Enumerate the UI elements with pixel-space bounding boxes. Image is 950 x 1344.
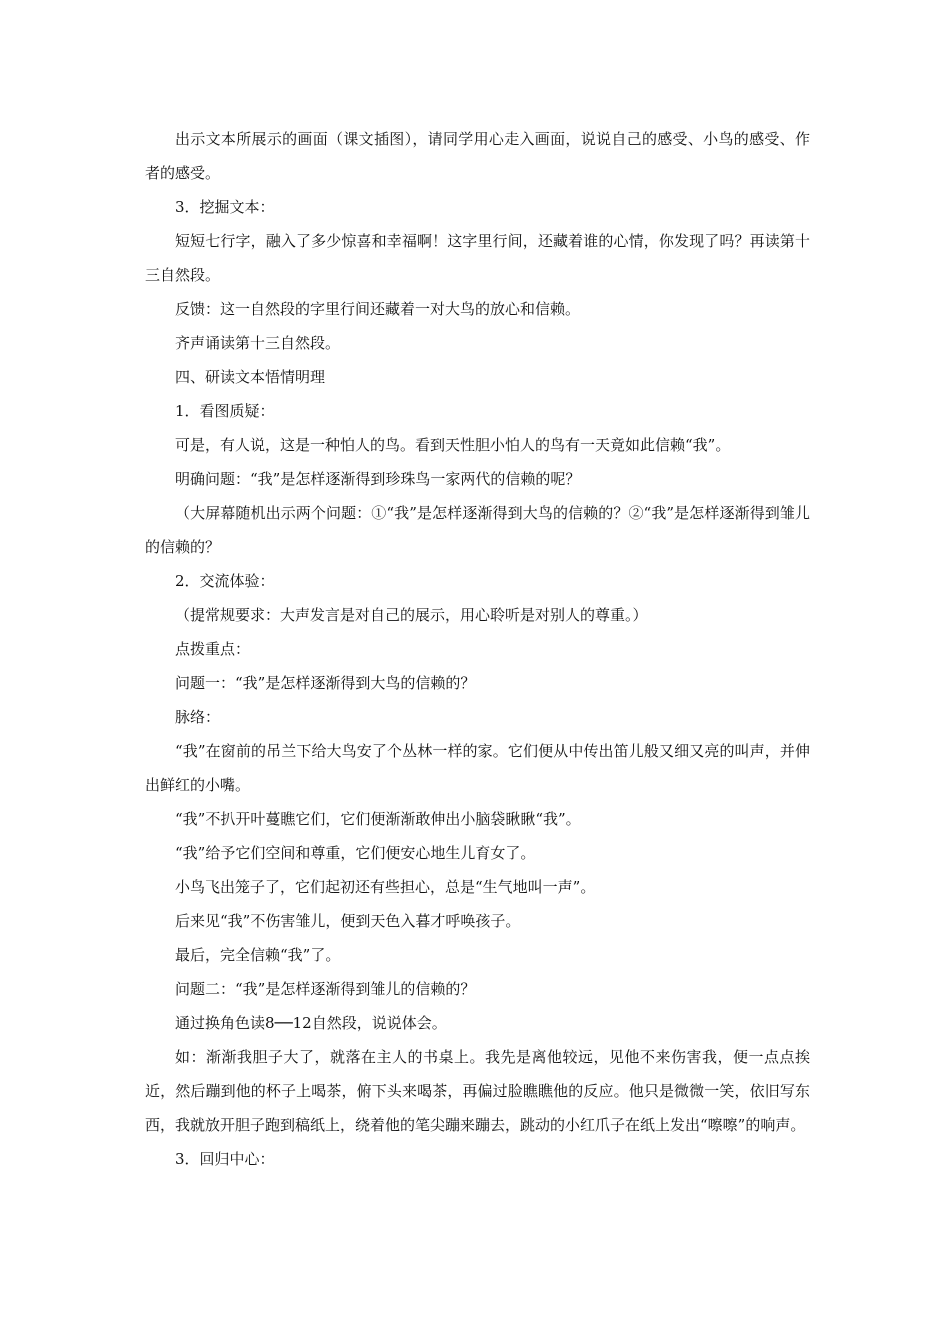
paragraph: 通过换角色读8──12自然段，说说体会。 [175,1014,447,1032]
paragraph: 点拨重点： [175,640,251,658]
paragraph: 齐声诵读第十三自然段。 [175,334,341,352]
paragraph: “我”在窗前的吊兰下给大鸟安了个丛林一样的家。它们便从中传出笛儿般又细又亮的叫声，并伸出鲜红的小嘴。 [145,742,810,794]
paragraph: 出示文本所展示的画面（课文插图），请同学用心走入画面，说说自己的感受、小鸟的感受、作者的感受。 [145,130,810,182]
paragraph: 反馈：这一自然段的字里行间还藏着一对大鸟的放心和信赖。 [175,300,581,318]
paragraph: 问题一：“我”是怎样逐渐得到大鸟的信赖的？ [175,674,476,692]
paragraph: 3．回归中心： [175,1150,275,1168]
paragraph: 问题二：“我”是怎样逐渐得到雏儿的信赖的？ [175,980,476,998]
paragraph: 短短七行字，融入了多少惊喜和幸福啊！这字里行间，还藏着谁的心情，你发现了吗？再读第十三自然段。 [145,232,810,284]
paragraph: 小鸟飞出笼子了，它们起初还有些担心，总是“生气地叫一声”。 [175,878,596,896]
paragraph: 可是，有人说，这是一种怕人的鸟。看到天性胆小怕人的鸟有一天竟如此信赖“我”。 [175,436,731,454]
paragraph: 2．交流体验： [175,572,275,590]
paragraph: 如：渐渐我胆子大了，就落在主人的书桌上。我先是离他较远，见他不来伤害我，便一点点挨近，然后蹦到他的杯子上喝茶，俯下头来喝茶，再偏过脸瞧瞧他的反应。他只是微微一笑，依旧写东西，我就放开胆子跑到稿纸上，绕着他的笔尖蹦来蹦去，跳动的小红爪子在纸上发出“嚓嚓”的响声。 [145,1048,810,1134]
paragraph: （提常规要求：大声发言是对自己的展示，用心聆听是对别人的尊重。） [175,606,648,624]
paragraph: 明确问题：“我”是怎样逐渐得到珍珠鸟一家两代的信赖的呢？ [175,470,581,488]
paragraph: 脉络： [175,708,221,726]
paragraph: （大屏幕随机出示两个问题：①“我”是怎样逐渐得到大鸟的信赖的？②“我”是怎样逐渐得到雏儿的信赖的？ [145,504,810,556]
paragraph: 3．挖掘文本： [175,198,275,216]
paragraph: 后来见“我”不伤害雏儿，便到天色入暮才呼唤孩子。 [175,912,521,930]
paragraph: “我”不扒开叶蔓瞧它们，它们便渐渐敢伸出小脑袋瞅瞅“我”。 [175,810,581,828]
paragraph: 1．看图质疑： [175,402,275,420]
section-heading: 四、研读文本悟情明理 [175,368,326,386]
document-body [145,122,810,1176]
paragraph: “我”给予它们空间和尊重，它们便安心地生儿育女了。 [175,844,536,862]
paragraph: 最后，完全信赖“我”了。 [175,946,341,964]
